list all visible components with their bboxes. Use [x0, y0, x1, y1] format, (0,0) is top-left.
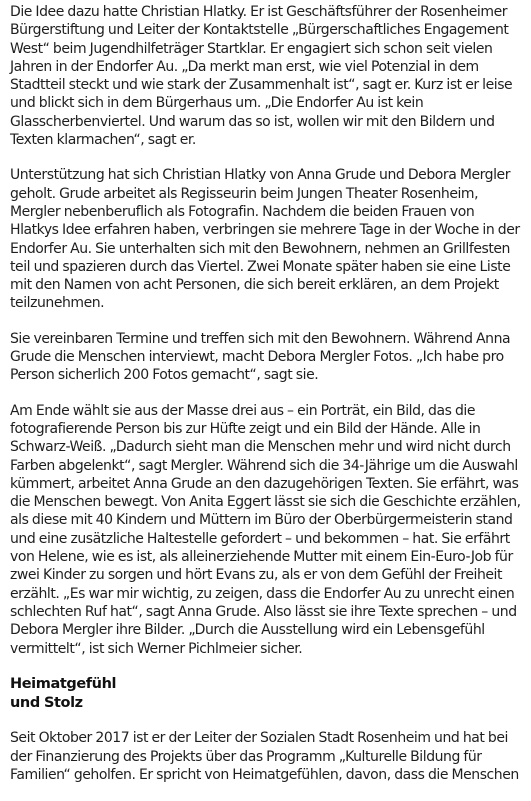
- section-heading-line-2: und Stolz: [10, 694, 83, 711]
- article-paragraph-2: Unterstützung hat sich Christian Hlatky von Anna Grude und Debora Mergler geholt. Grude arbeitet als Regisseurin beim Jungen Theater Rosenheim, Mergler nebenberuflich als Fotografin. Nachdem die beiden Frauen von Hlatkys Idee erfahren haben, verbringen sie mehrere Tage in der Woche in der Endorfer Au. Sie unterhalten sich mit den Bewohnern, nehmen an Grillfesten teil und spazieren durch das Viertel. Zwei Monate später haben sie eine Liste mit den Namen von acht Personen, die sich bereit erklären, an dem Projekt teilzunehmen.: [10, 167, 520, 312]
- article-paragraph-1: Die Idee dazu hatte Christian Hlatky. Er ist Geschäftsführer der Rosenheimer Bürgerstiftung und Leiter der Kontaktstelle „Bürgerschaftliches Engagement West“ beim Jugendhilfeträger Startklar. Er engagiert sich schon seit vielen Jahren in der Endorfer Au. „Da merkt man erst, wie viel Potenzial in dem Stadtteil steckt und wie stark der Zusammenhalt ist“, sagt er. Kurz ist er leise und blickt sich in dem Bürgerhaus um. „Die Endorfer Au ist kein Glasscherbenviertel. Und warum das so ist, wollen wir mit den Bildern und Texten klarmachen“, sagt er.: [10, 4, 513, 149]
- article-paragraph-4: Am Ende wählt sie aus der Masse drei aus – ein Porträt, ein Bild, das die fotografierende Person bis zur Hüfte zeigt und ein Bild der Hände. Alle in Schwarz-Weiß. „Dadurch sieht man die Menschen mehr und wird nicht durch Farben abgelenkt“, sagt Mergler. Während sich die 34-Jährige um die Auswahl kümmert, arbeitet Anna Grude an den dazugehörigen Texten. Sie erfährt, was die Menschen bewegt. Von Anita Eggert lässt sie sich die Geschichte erzählen, als diese mit 40 Kindern und Müttern im Büro der Oberbürgermeisterin stand und eine zusätzliche Haltestelle gefordert – und bekommen – hat. Sie erfährt von Helene, wie es ist, als alleinerziehende Mutter mit einem Ein-Euro-Job für zwei Kinder zu sorgen und hört Evans zu, als er von dem Gefühl der Freiheit erzählt. „Es war mir wichtig, zu zeigen, dass die Endorfer Au zu unrecht einen schlechten Ruf hat“, sagt Anna Grude. Also lässt sie ihre Texte sprechen – und Debora Mergler ihre Bilder. „Durch die Ausstellung wird ein Lebensgefühl vermittelt“, ist sich Werner Pichlmeier sicher.: [10, 402, 521, 657]
- article-paragraph-5: Seit Oktober 2017 ist er der Leiter der Sozialen Stadt Rosenheim und hat bei der Finanzierung des Projekts über das Programm „Kulturelle Bildung für Familien“ geholfen. Er spricht von Heimatgefühlen, davon, dass die Menschen: [10, 730, 519, 783]
- section-heading-line-1: Heimatgefühl: [10, 675, 117, 692]
- article-paragraph-3: Sie vereinbaren Termine und treffen sich mit den Bewohnern. Während Anna Grude die Menschen interviewt, macht Debora Mergler Fotos. „Ich habe pro Person sicherlich 200 Fotos gemacht“, sagt sie.: [10, 330, 511, 384]
- section-heading: [10, 675, 523, 713]
- article-body: [10, 3, 523, 801]
